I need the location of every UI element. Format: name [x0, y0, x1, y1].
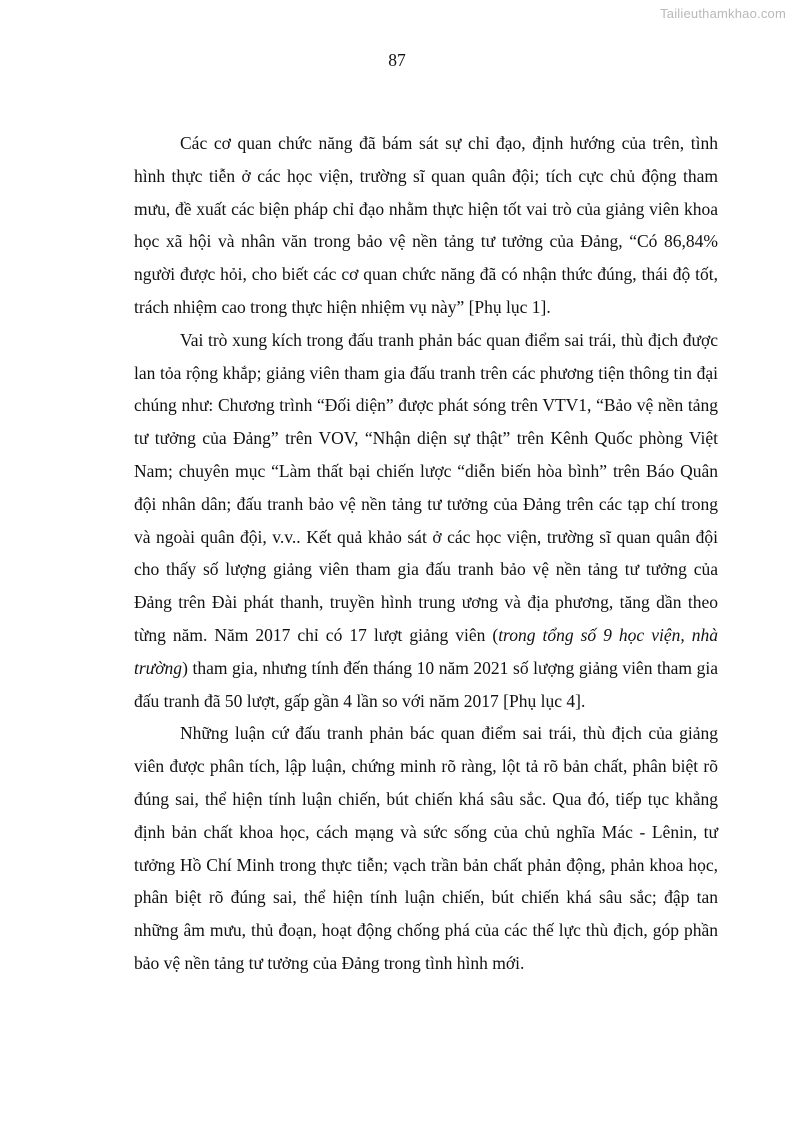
paragraph-3: Những luận cứ đấu tranh phản bác quan điểm sai trái, thù địch của giảng viên được phân tích, lập luận, chứng minh rõ ràng, lột tả rõ bản chất, phân biệt rõ đúng sai, thể hiện tính luận chiến, bút chiến khá sâu sắc. Qua đó, tiếp tục khẳng định bản chất khoa học, cách mạng và sức sống của chủ nghĩa Mác - Lênin, tư tưởng Hồ Chí Minh trong thực tiễn; vạch trần bản chất phản động, phản khoa học, phân biệt rõ đúng sai, thể hiện tính luận chiến, bút chiến khá sâu sắc; đập tan những âm mưu, thủ đoạn, hoạt động chống phá của các thế lực thù địch, góp phần bảo vệ nền tảng tư tưởng của Đảng trong tình hình mới.: [134, 723, 718, 973]
paragraph-2-italic-note: trong tổng số 9 học viện, nhà trường: [134, 624, 718, 678]
paragraph-2-text-start: Vai trò xung kích trong đấu tranh phản bác quan điểm sai trái, thù địch được lan tỏa rộng khắp; giảng viên tham gia đấu tranh trên các phương tiện thông tin đại chúng như: Chương trình “Đối diện” được phát sóng trên VTV1, “Bảo vệ nền tảng tư tưởng của Đảng” trên VOV, “Nhận diện sự thật” trên Kênh Quốc phòng Việt Nam; chuyên mục “Làm thất bại chiến lược “diễn biến hòa bình” trên Báo Quân đội nhân dân; đấu tranh bảo vệ nền tảng tư tưởng của Đảng trên các tạp chí trong và ngoài quân đội, v.v.. Kết quả khảo sát ở các học viện, trường sĩ quan quân đội cho thấy số lượng giảng viên tham gia đấu tranh bảo vệ nền tảng tư tưởng của Đảng trên Đài phát thanh, truyền hình trung ương và địa phương, tăng dần theo từng năm. Năm 2017 chỉ có 17 lượt giảng viên (: [134, 329, 718, 645]
page-number: 87: [388, 50, 406, 70]
paragraph-2-text-end: ) tham gia, nhưng tính đến tháng 10 năm 2021 số lượng giảng viên tham gia đấu tranh đã 50 lượt, gấp gần 4 lần so với năm 2017 [Phụ lục 4].: [134, 657, 718, 711]
watermark-text: Tailieuthamkhao.com: [660, 6, 786, 21]
document-body: [134, 127, 718, 980]
paragraph-1: Các cơ quan chức năng đã bám sát sự chỉ đạo, định hướng của trên, tình hình thực tiễn ở các học viện, trường sĩ quan quân đội; tích cực chủ động tham mưu, đề xuất các biện pháp chỉ đạo nhằm thực hiện tốt vai trò của giảng viên khoa học xã hội và nhân văn trong bảo vệ nền tảng tư tưởng của Đảng, “Có 86,84% người được hỏi, cho biết các cơ quan chức năng đã có nhận thức đúng, thái độ tốt, trách nhiệm cao trong thực hiện nhiệm vụ này” [Phụ lục 1].: [134, 133, 718, 317]
paragraph-2: [134, 324, 718, 718]
